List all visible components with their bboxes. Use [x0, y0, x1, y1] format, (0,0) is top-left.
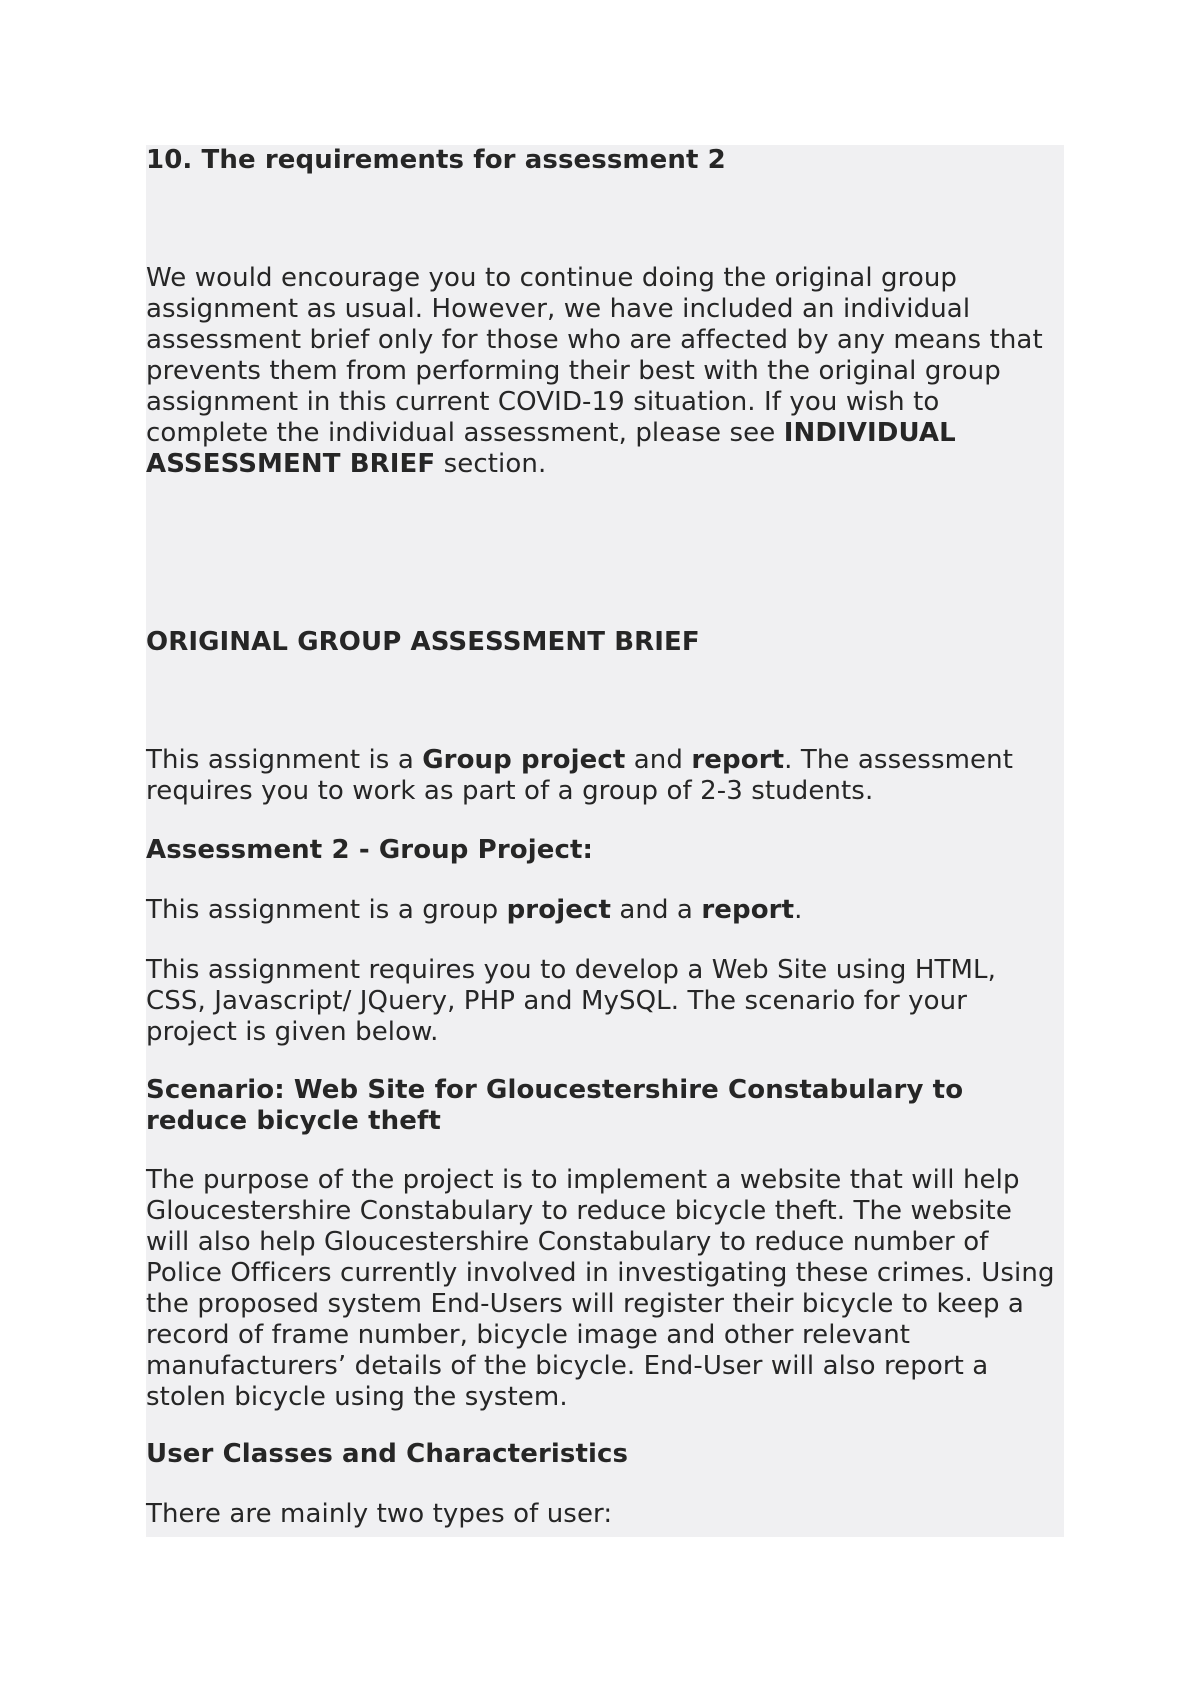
purpose-paragraph: The purpose of the project is to implement a website that will help Gloucestershire Constabulary to reduce bicycle theft. The website will also help Gloucestershire Constabulary to reduce number of Police Officers currently involved in investigating these crimes. Using the proposed system End-Users will register their bicycle to keep a record of frame number, bicycle image and other relevant manufacturers’ details of the bicycle. End-User will also report a stolen bicycle using the system. — [146, 1165, 1055, 1412]
section-heading: 10. The requirements for assessment 2 — [146, 145, 726, 175]
group-project-bold-2: report — [701, 895, 795, 925]
group-project-bold-1: project — [506, 895, 611, 925]
requirements-paragraph: This assignment requires you to develop a Web Site using HTML, CSS, Javascript/ JQuery, PHP and MySQL. The scenario for your project is given below. — [146, 955, 996, 1047]
scenario-heading: Scenario: Web Site for Gloucestershire Constabulary to reduce bicycle theft — [146, 1075, 964, 1136]
group-project-text-1: This assignment is a group — [146, 895, 507, 925]
group-project-text-3: . — [794, 895, 803, 925]
assessment-heading: Assessment 2 - Group Project: — [146, 835, 593, 865]
group-intro-bold-2: report — [691, 745, 785, 775]
intro-text: We would encourage you to continue doing the original group assignment as usual. However, we have included an individual assessment brief only for those who are affected by any means that prevents them from performing their best with the original group assignment in this current COVID-19 situation. If you wish to complete the individual assessment, please see — [146, 263, 1043, 448]
group-project-text-2: and a — [610, 895, 702, 925]
group-intro-bold-1: Group project — [422, 745, 626, 775]
intro-bold-link: INDIVIDUAL ASSESSMENT BRIEF — [146, 418, 956, 479]
group-intro-text-3: . The assessment requires you to work as part of a group of 2-3 students. — [146, 745, 1013, 806]
user-classes-heading: User Classes and Characteristics — [146, 1439, 629, 1469]
user-types-paragraph: There are mainly two types of user: — [146, 1499, 613, 1529]
group-project-paragraph — [146, 895, 1062, 926]
group-intro-text-2: and — [625, 745, 692, 775]
group-intro-text-1: This assignment is a — [146, 745, 423, 775]
original-brief-heading: ORIGINAL GROUP ASSESSMENT BRIEF — [146, 627, 700, 657]
group-intro-paragraph — [146, 745, 1062, 807]
intro-end-text: section. — [435, 449, 547, 479]
intro-paragraph — [146, 263, 1062, 480]
